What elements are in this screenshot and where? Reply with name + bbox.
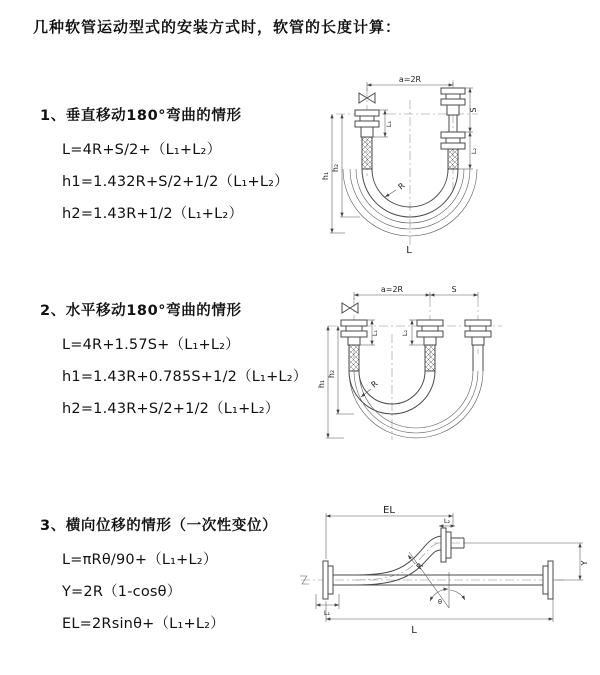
dim-label-s: S xyxy=(451,285,457,294)
formula-line: L=4R+1.57S+（L₁+L₂） xyxy=(62,337,240,353)
moving-end-fitting-upper xyxy=(441,88,465,132)
s-curve-hose xyxy=(356,536,441,585)
section-1-heading: 1、垂直移动180°弯曲的情形 xyxy=(40,108,242,124)
valve-icon xyxy=(342,303,358,313)
braided-hose-section xyxy=(448,149,458,169)
radius-label: R xyxy=(396,181,407,192)
formula-line: h2=1.43R+S/2+1/2（L₁+L₂） xyxy=(62,401,280,417)
formula-line: L=4R+S/2+（L₁+L₂） xyxy=(62,142,222,158)
dim-label-l1: L₁ xyxy=(371,329,379,337)
dim-label-el: EL xyxy=(383,505,395,516)
dim-label-h2: h₂ xyxy=(331,163,340,173)
diagram-vertical-180-bend xyxy=(310,72,580,257)
dim-label-l2: L₂ xyxy=(443,517,451,525)
formula-line: Y=2R（1-cosθ） xyxy=(62,584,182,600)
dim-label-l1: L₁ xyxy=(385,120,393,128)
formula-line: h2=1.43R+1/2（L₁+L₂） xyxy=(62,206,244,222)
dim-label-l2: L₂ xyxy=(470,147,478,155)
dim-label-s: S xyxy=(469,107,478,113)
dim-label-h2: h₂ xyxy=(327,369,336,379)
fixed-end-fitting xyxy=(355,110,379,169)
braided-hose-section xyxy=(349,345,359,371)
dim-label-span: a=2R xyxy=(380,285,404,294)
upper-flange-displaced xyxy=(441,528,464,562)
formula-line: h1=1.432R+S/2+1/2（L₁+L₂） xyxy=(62,174,289,190)
moving-end-fitting-lower xyxy=(441,132,465,169)
moving-end-fitting-right xyxy=(465,320,491,371)
formula-line: h1=1.43R+0.785S+1/2（L₁+L₂） xyxy=(62,369,308,385)
braided-hose-section xyxy=(425,345,435,371)
section-horizontal-movement xyxy=(40,299,307,425)
section-2-heading: 2、水平移动180°弯曲的情形 xyxy=(40,303,242,319)
moving-end-fitting-left xyxy=(417,320,443,371)
dim-label-h1: h₁ xyxy=(317,379,326,389)
dim-label-l1: L₁ xyxy=(323,609,331,617)
radius-label: R xyxy=(414,561,426,572)
dim-label-h1: h₁ xyxy=(321,171,330,181)
hose-bend-arcs xyxy=(349,371,483,438)
section-3-heading: 3、横向位移的情形（一次性变位） xyxy=(40,518,278,534)
section-lateral-displacement xyxy=(40,514,277,640)
dim-label-y: Y xyxy=(580,560,589,566)
dim-label-l2: L₂ xyxy=(401,329,409,337)
braided-hose-section xyxy=(362,137,372,169)
diagram-horizontal-180-bend xyxy=(306,282,591,447)
page-title: 几种软管运动型式的安装方式时，软管的长度计算： xyxy=(33,18,402,36)
fixed-end-fitting xyxy=(341,320,367,371)
length-label: L xyxy=(411,625,417,636)
diagram-lateral-displacement xyxy=(296,502,591,647)
length-label: L xyxy=(406,245,412,256)
section-vertical-movement xyxy=(40,104,289,230)
radius-label: R xyxy=(369,379,380,390)
formula-line: EL=2Rsinθ+（L₁+L₂） xyxy=(62,616,225,632)
dim-label-span: a=2R xyxy=(398,75,422,84)
angle-label: θ xyxy=(438,598,442,606)
formula-line: L=πRθ/90+（L₁+L₂） xyxy=(62,552,218,568)
